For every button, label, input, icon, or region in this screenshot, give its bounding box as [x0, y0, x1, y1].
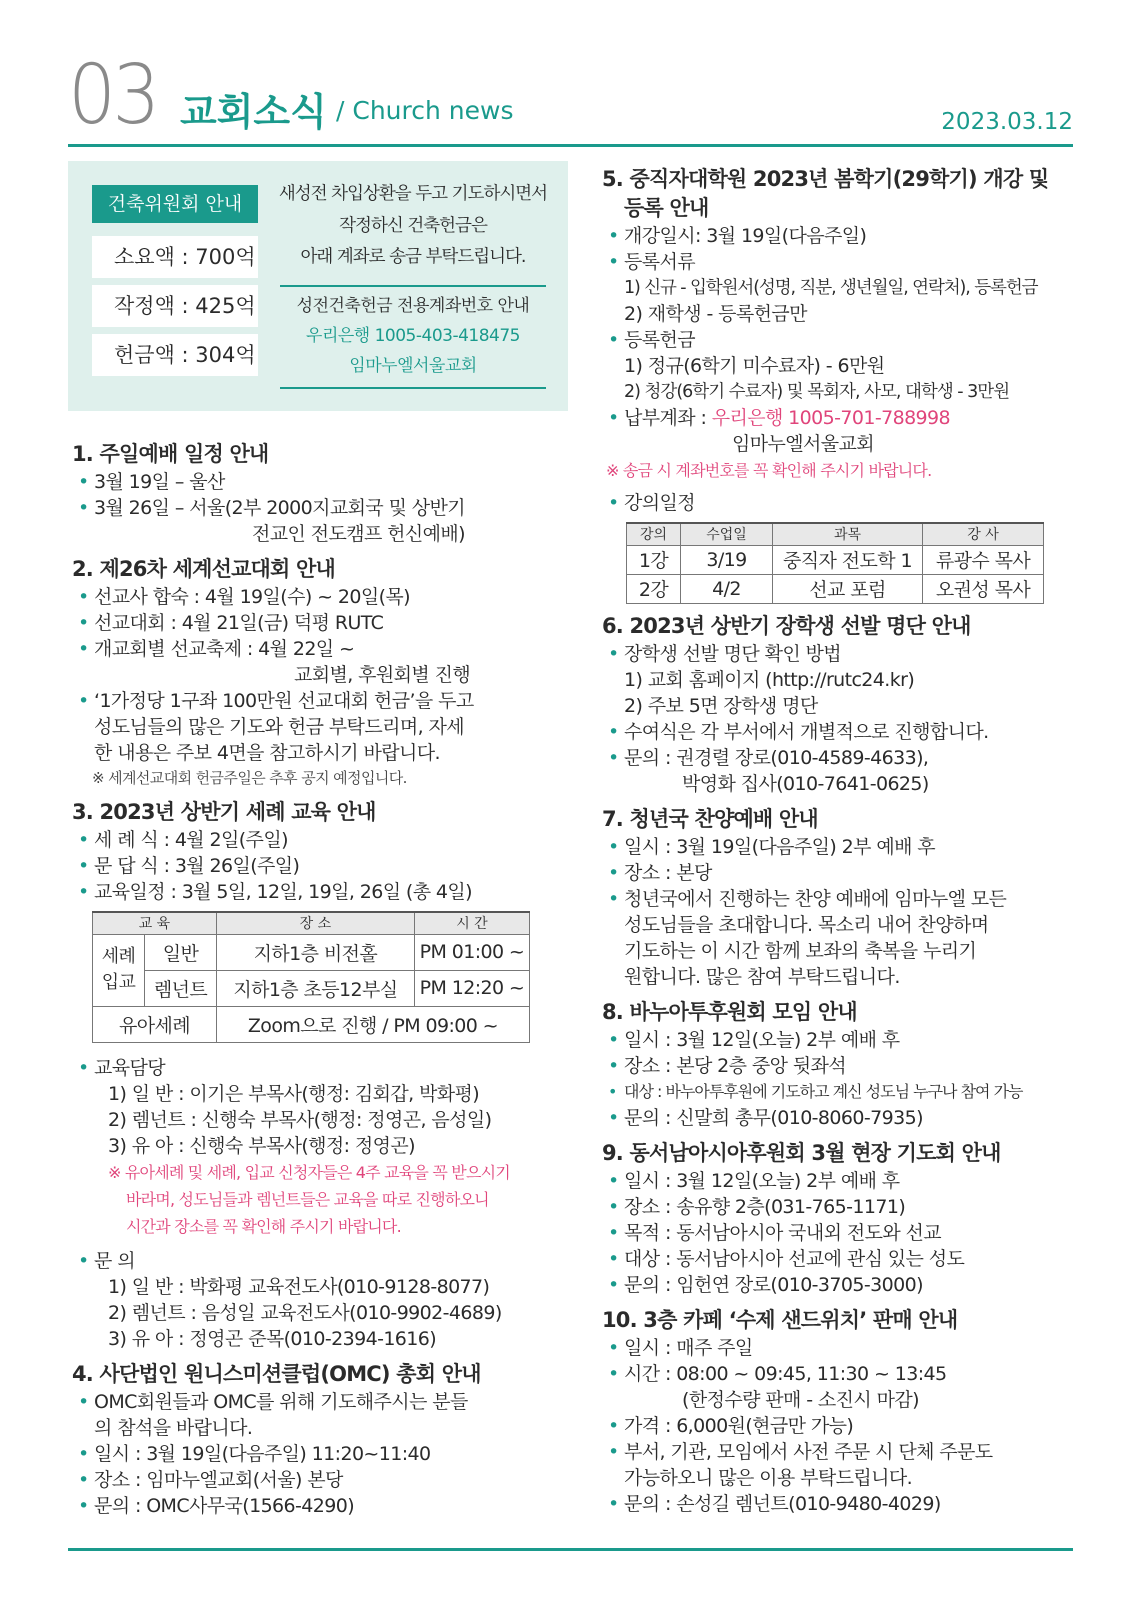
building-committee-label: 건축위원회 안내 — [92, 185, 258, 223]
table-cell: 4/2 — [681, 574, 773, 603]
bullet-item: • 3월 26일 – 서울(2부 2000지교회국 및 상반기 — [72, 495, 562, 521]
bullet-item: • 강의일정 — [602, 490, 1077, 516]
bullet-item: • 대상 : 동서남아시아 선교에 관심 있는 성도 — [602, 1246, 1077, 1272]
table-cell: 3/19 — [681, 545, 773, 574]
account-number: 우리은행 1005-403-418475 — [306, 326, 520, 346]
page-subtitle: / Church news — [336, 96, 514, 125]
table-cell: 유아세례 — [93, 1006, 217, 1042]
bullet-item: • 개교회별 선교축제 : 4월 22일 ~ — [72, 636, 562, 662]
section-5 — [602, 165, 1077, 604]
section-title: 9. 동서남아시아후원회 3월 현장 기도회 안내 — [602, 1140, 1001, 1165]
amount-given: 헌금액 : 304억 — [92, 334, 258, 376]
page-number: 03 — [68, 48, 157, 143]
table-header: 장 소 — [216, 912, 414, 934]
table-cell: 일반 — [145, 934, 217, 970]
section-3 — [72, 798, 562, 1352]
page-header — [68, 48, 1073, 147]
payment-account — [602, 405, 1077, 431]
bullet-item: • 장학생 선발 명단 확인 방법 — [602, 641, 1077, 667]
table-cell: PM 12:20 ~ — [414, 970, 529, 1006]
table-cell: 선교 포럼 — [773, 574, 923, 603]
payment-holder: 임마누엘서울교회 — [732, 433, 875, 455]
bullet-item: • 부서, 기관, 모임에서 사전 주문 시 단체 주문도 — [602, 1439, 1077, 1465]
warning-note: ※ 유아세례 및 세례, 입교 신청자들은 4주 교육을 꼭 받으시기 — [108, 1162, 510, 1182]
bullet-item: • 시간 : 08:00 ~ 09:45, 11:30 ~ 13:45 — [602, 1361, 1077, 1387]
table-cell: PM 01:00 ~ — [414, 934, 529, 970]
amount-required: 소요액 : 700억 — [92, 236, 258, 278]
building-message-line: 새성전 차입상환을 두고 기도하시면서 — [278, 184, 548, 204]
note: ※ 세계선교대회 헌금주일은 추후 공지 예정입니다. — [92, 769, 407, 787]
text-line: 성도님들을 초대합니다. 목소리 내어 찬양하며 — [624, 913, 989, 936]
text-line: 한 내용은 주보 4면을 참고하시기 바랍니다. — [94, 742, 440, 764]
bullet-item: • 일시 : 매주 주일 — [602, 1335, 1077, 1361]
section-8 — [602, 998, 1077, 1131]
section-10 — [602, 1306, 1077, 1517]
text-line: 1) 정규(6학기 미수료자) - 6만원 — [624, 355, 885, 377]
section-2 — [72, 555, 562, 790]
bullet-item: • 장소 : 임마누엘교회(서울) 본당 — [72, 1467, 562, 1493]
text-line: 박영화 집사(010-7641-0625) — [682, 772, 929, 795]
bullet-item: • 문의 : OMC사무국(1566-4290) — [72, 1493, 562, 1519]
section-7 — [602, 805, 1077, 990]
table-cell: 중직자 전도학 1 — [773, 545, 923, 574]
bullet-item: • 선교대회 : 4월 21일(금) 덕평 RUTC — [72, 610, 562, 636]
table-header: 과목 — [773, 523, 923, 545]
bullet-item: • 수여식은 각 부서에서 개별적으로 진행합니다. — [602, 719, 1077, 745]
section-title: 5. 중직자대학원 2023년 봄학기(29학기) 개강 및 — [602, 167, 1049, 191]
bullet-item: • 3월 19일 – 울산 — [72, 469, 562, 495]
bullet-item: • OMC회원들과 OMC를 위해 기도해주시는 분들 — [72, 1389, 562, 1415]
warning-note: 바라며, 성도님들과 렘넌트들은 교육을 따로 진행하오니 — [126, 1189, 489, 1209]
issue-date: 2023.03.12 — [941, 109, 1073, 135]
bullet-item: • 문 답 식 : 3월 26일(주일) — [72, 853, 562, 879]
table-cell: 류광수 목사 — [923, 545, 1044, 574]
section-9 — [602, 1139, 1077, 1298]
bullet-item: • 일시 : 3월 19일(다음주일) 2부 예배 후 — [602, 834, 1077, 860]
building-committee-box — [68, 161, 568, 411]
section-6 — [602, 612, 1077, 797]
section-4 — [72, 1360, 562, 1519]
bullet-item: • 목적 : 동서남아시아 국내외 전도와 선교 — [602, 1220, 1077, 1246]
text-line: 기도하는 이 시간 함께 보좌의 축복을 누리기 — [624, 939, 977, 962]
text-line: 2) 렘넌트 : 음성일 교육전도사(010-9902-4689) — [108, 1301, 502, 1324]
table-header: 수업일 — [681, 523, 773, 545]
building-message-line: 작정하신 건축헌금은 — [339, 216, 487, 236]
payment-account-number: 우리은행 1005-701-788998 — [711, 407, 951, 429]
section-title: 1. 주일예배 일정 안내 — [72, 442, 269, 466]
bullet-item: • 문의 : 임헌연 장로(010-3705-3000) — [602, 1272, 1077, 1298]
bullet-item: • 장소 : 송유향 2층(031-765-1171) — [602, 1194, 1077, 1220]
text-line: 성도님들의 많은 기도와 헌금 부탁드리며, 자세 — [94, 716, 464, 738]
bullet-item: • 문의 : 신말희 총무(010-8060-7935) — [602, 1105, 1077, 1131]
bullet-item: • 개강일시: 3월 19일(다음주일) — [602, 223, 1077, 249]
table-cell: 지하1층 비전홀 — [216, 934, 414, 970]
text-line: 1) 일 반 : 이기은 부목사(행정: 김회갑, 박화평) — [108, 1082, 480, 1105]
bullet-item: • 일시 : 3월 12일(오늘) 2부 예배 후 — [602, 1168, 1077, 1194]
table-header: 시 간 — [414, 912, 529, 934]
bullet-item: • 교육일정 : 3월 5일, 12일, 19일, 26일 (총 4일) — [72, 879, 562, 905]
text-line: 1) 일 반 : 박화평 교육전도사(010-9128-8077) — [108, 1275, 490, 1298]
table-cell: 오권성 목사 — [923, 574, 1044, 603]
building-account-box — [280, 285, 546, 389]
bullet-item: • 문의 : 손성길 렘넌트(010-9480-4029) — [602, 1491, 1077, 1517]
bullet-item: • 대상 : 바누아투후원에 기도하고 계신 성도님 누구나 참여 가능 — [602, 1079, 1077, 1105]
text-line: 가능하오니 많은 이용 부탁드립니다. — [624, 1466, 913, 1489]
section-title: 3. 2023년 상반기 세례 교육 안내 — [72, 800, 376, 824]
section-title: 10. 3층 카페 ‘수제 샌드위치’ 판매 안내 — [602, 1307, 958, 1332]
payment-label: 납부계좌 : — [624, 407, 712, 429]
text-line: 전교인 전도캠프 헌신예배) — [252, 523, 465, 545]
bullet-item: • 선교사 합숙 : 4월 19일(수) ~ 20일(목) — [72, 584, 562, 610]
bullet-item: • 교육담당 — [72, 1055, 562, 1081]
bullet-item: • 문의 : 권경렬 장로(010-4589-4633), — [602, 745, 1077, 771]
bullet-item: • 세 례 식 : 4월 2일(주일) — [72, 827, 562, 853]
left-column — [72, 440, 562, 1527]
section-title: 4. 사단법인 원니스미션클럽(OMC) 총회 안내 — [72, 1361, 481, 1386]
table-header: 교 육 — [93, 912, 217, 934]
table-cell: Zoom으로 진행 / PM 09:00 ~ — [216, 1006, 529, 1042]
text-line: 2) 재학생 - 등록헌금만 — [624, 303, 807, 325]
text-line: 원합니다. 많은 참여 부탁드립니다. — [624, 965, 900, 988]
text-line: 2) 청강(6학기 수료자) 및 목회자, 사모, 대학생 - 3만원 — [624, 382, 1010, 402]
lecture-schedule-table — [626, 522, 1044, 604]
bullet-item: • 등록헌금 — [602, 327, 1077, 353]
bullet-item: • 가격 : 6,000원(현금만 가능) — [602, 1413, 1077, 1439]
text-line: 3) 유 아 : 신행숙 부목사(행정: 정영곤) — [108, 1134, 415, 1157]
bullet-item: • 등록서류 — [602, 249, 1077, 275]
baptism-schedule-table — [92, 911, 530, 1043]
table-cell: 지하1층 초등12부실 — [216, 970, 414, 1006]
bullet-item: • 장소 : 본당 2층 중앙 뒷좌석 — [602, 1053, 1077, 1079]
section-title-cont: 등록 안내 — [624, 196, 709, 220]
text-line: 1) 교회 홈페이지 (http://rutc24.kr) — [624, 668, 915, 691]
section-title: 6. 2023년 상반기 장학생 선발 명단 안내 — [602, 613, 971, 638]
text-line: 2) 주보 5면 장학생 명단 — [624, 694, 818, 717]
warning-note: ※ 송금 시 계좌번호를 꼭 확인해 주시기 바랍니다. — [606, 461, 932, 480]
table-cell: 1강 — [627, 545, 681, 574]
text-line: 2) 렘넌트 : 신행숙 부목사(행정: 정영곤, 음성일) — [108, 1108, 492, 1131]
building-message-line: 아래 계좌로 송금 부탁드립니다. — [300, 247, 526, 267]
text-line: 3) 유 아 : 정영곤 준목(010-2394-1616) — [108, 1327, 437, 1350]
table-header: 강 사 — [923, 523, 1044, 545]
section-title: 7. 청년국 찬양예배 안내 — [602, 806, 818, 831]
section-title: 8. 바누아투후원회 모임 안내 — [602, 999, 857, 1024]
table-cell: 세례 입교 — [93, 934, 145, 1006]
section-title: 2. 제26차 세계선교대회 안내 — [72, 557, 336, 581]
table-cell: 렘넌트 — [145, 970, 217, 1006]
account-title: 성전건축헌금 전용계좌번호 안내 — [296, 296, 530, 316]
text-line: 1) 신규 - 입학원서(성명, 직분, 생년월일, 연락처), 등록헌금 — [624, 278, 1038, 298]
bullet-item: • ‘1가정당 1구좌 100만원 선교대회 헌금’을 두고 — [72, 688, 562, 714]
bullet-item: • 일시 : 3월 19일(다음주일) 11:20~11:40 — [72, 1441, 562, 1467]
bullet-item: • 청년국에서 진행하는 찬양 예배에 임마누엘 모든 — [602, 886, 1077, 912]
text-line: 의 참석을 바랍니다. — [94, 1416, 253, 1439]
account-holder: 임마누엘서울교회 — [349, 356, 477, 376]
text-line: 교회별, 후원회별 진행 — [294, 664, 471, 686]
text-line: (한정수량 판매 - 소진시 마감) — [682, 1388, 919, 1411]
bullet-item: • 일시 : 3월 12일(오늘) 2부 예배 후 — [602, 1027, 1077, 1053]
table-cell: 2강 — [627, 574, 681, 603]
bullet-item: • 장소 : 본당 — [602, 860, 1077, 886]
warning-note: 시간과 장소를 꼭 확인해 주시기 바랍니다. — [126, 1216, 401, 1236]
right-column — [602, 165, 1077, 1525]
section-1 — [72, 440, 562, 547]
amount-pledged: 작정액 : 425억 — [92, 285, 258, 327]
footer-divider — [68, 1548, 1073, 1551]
bullet-item: • 문 의 — [72, 1248, 562, 1274]
page-title: 교회소식 — [180, 90, 327, 134]
table-header: 강의 — [627, 523, 681, 545]
